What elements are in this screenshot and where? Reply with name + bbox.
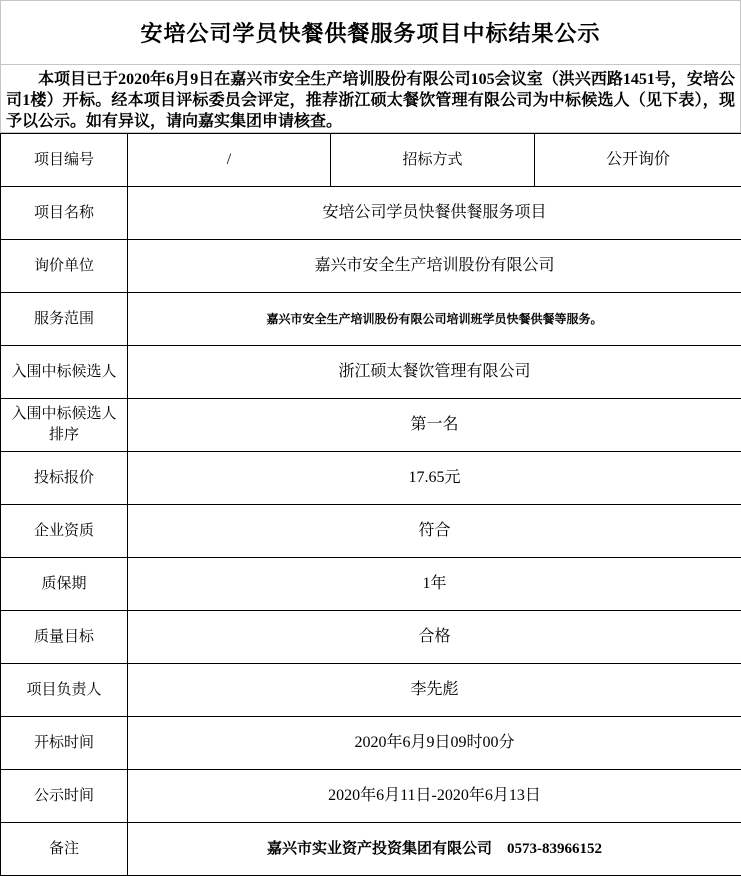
row-label-service-scope: 服务范围 <box>1 293 128 346</box>
table-row-publicity-time <box>1 770 741 823</box>
table-row-remarks <box>1 823 741 876</box>
row-value-enterprise-qualification: 符合 <box>128 505 741 558</box>
row-label-project-number: 项目编号 <box>1 134 128 187</box>
row-label-candidate-rank: 入围中标候选人排序 <box>1 399 128 452</box>
row-label-quality-target: 质量目标 <box>1 611 128 664</box>
row-label-bidding-method: 招标方式 <box>331 134 535 187</box>
row-label-enterprise-qualification: 企业资质 <box>1 505 128 558</box>
row-value-candidate: 浙江硕太餐饮管理有限公司 <box>128 346 741 399</box>
table-row-inquiry-unit <box>1 240 741 293</box>
table-row-enterprise-qualification <box>1 505 741 558</box>
row-label-project-manager: 项目负责人 <box>1 664 128 717</box>
row-value-quality-target: 合格 <box>128 611 741 664</box>
row-value-publicity-time: 2020年6月11日-2020年6月13日 <box>128 770 741 823</box>
row-label-warranty-period: 质保期 <box>1 558 128 611</box>
row-value-inquiry-unit: 嘉兴市安全生产培训股份有限公司 <box>128 240 741 293</box>
row-value-project-manager: 李先彪 <box>128 664 741 717</box>
row-value-bidding-method: 公开询价 <box>535 134 741 187</box>
intro-section <box>0 65 741 133</box>
page-title: 安培公司学员快餐供餐服务项目中标结果公示 <box>140 17 600 48</box>
row-label-bid-price: 投标报价 <box>1 452 128 505</box>
title-section <box>0 0 741 65</box>
row-value-bid-price: 17.65元 <box>128 452 741 505</box>
row-value-candidate-rank: 第一名 <box>128 399 741 452</box>
table-row-project-name <box>1 187 741 240</box>
table-row-warranty-period <box>1 558 741 611</box>
row-value-project-name: 安培公司学员快餐供餐服务项目 <box>128 187 741 240</box>
table-row-service-scope <box>1 293 741 346</box>
row-value-warranty-period: 1年 <box>128 558 741 611</box>
table-row-bid-opening-time <box>1 717 741 770</box>
row-value-remarks: 嘉兴市实业资产投资集团有限公司 0573-83966152 <box>128 823 741 876</box>
table-row-project-number <box>1 134 741 187</box>
table-row-project-manager <box>1 664 741 717</box>
table-row-candidate <box>1 346 741 399</box>
row-value-bid-opening-time: 2020年6月9日09时00分 <box>128 717 741 770</box>
row-label-inquiry-unit: 询价单位 <box>1 240 128 293</box>
row-label-publicity-time: 公示时间 <box>1 770 128 823</box>
row-label-bid-opening-time: 开标时间 <box>1 717 128 770</box>
row-label-candidate: 入围中标候选人 <box>1 346 128 399</box>
table-row-candidate-rank <box>1 399 741 452</box>
table-row-quality-target <box>1 611 741 664</box>
row-value-service-scope: 嘉兴市安全生产培训股份有限公司培训班学员快餐供餐等服务。 <box>128 293 741 346</box>
intro-paragraph: 本项目已于2020年6月9日在嘉兴市安全生产培训股份有限公司105会议室（洪兴西路1451号，安培公司1楼）开标。经本项目评标委员会评定，推荐浙江硕太餐饮管理有限公司为中标候选人（见下表），现予以公示。如有异议，请向嘉实集团申请核查。 <box>6 69 735 132</box>
table-row-bid-price <box>1 452 741 505</box>
row-label-project-name: 项目名称 <box>1 187 128 240</box>
bid-result-table <box>0 133 741 876</box>
row-value-project-number: / <box>128 134 331 187</box>
row-label-remarks: 备注 <box>1 823 128 876</box>
